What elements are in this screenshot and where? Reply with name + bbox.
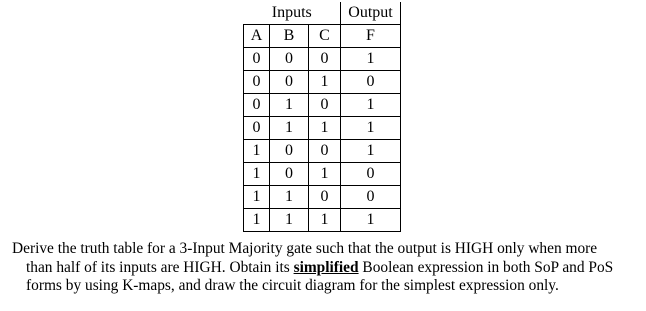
cell-a: 0: [244, 94, 270, 117]
table-row: [244, 186, 401, 209]
cell-b: 0: [270, 140, 309, 163]
cell-a: 0: [244, 48, 270, 71]
cell-c: 1: [309, 71, 341, 94]
cell-a: 1: [244, 209, 270, 232]
table-row: [244, 94, 401, 117]
cell-a: 0: [244, 71, 270, 94]
cell-f: 1: [341, 140, 401, 163]
cell-b: 1: [270, 94, 309, 117]
table-row: [244, 209, 401, 232]
cell-b: 1: [270, 186, 309, 209]
cell-a: 1: [244, 140, 270, 163]
question-text: [12, 240, 642, 296]
cell-c: 0: [309, 94, 341, 117]
question-line-2-end: Boolean expression in both SoP and PoS: [358, 258, 614, 276]
table-row: [244, 71, 401, 94]
cell-a: 1: [244, 163, 270, 186]
column-header-c: C: [309, 25, 341, 48]
cell-f: 1: [341, 209, 401, 232]
question-line-1: Derive the truth table for a 3-Input Majority gate such that the output is HIGH only when more: [12, 240, 598, 257]
question-line-2: [12, 259, 642, 278]
cell-f: 1: [341, 117, 401, 140]
cell-c: 0: [309, 140, 341, 163]
cell-f: 0: [341, 71, 401, 94]
table-row: [244, 48, 401, 71]
emphasized-word: simplified: [293, 258, 359, 276]
cell-f: 0: [341, 163, 401, 186]
table-group-header-row: [244, 2, 401, 25]
cell-c: 1: [309, 117, 341, 140]
inputs-group-header: Inputs: [244, 2, 341, 25]
cell-a: 1: [244, 186, 270, 209]
table-row: [244, 163, 401, 186]
cell-b: 0: [270, 48, 309, 71]
output-group-header: Output: [341, 2, 401, 25]
truth-table: [243, 2, 401, 232]
cell-f: 0: [341, 186, 401, 209]
cell-f: 1: [341, 94, 401, 117]
cell-b: 0: [270, 163, 309, 186]
cell-f: 1: [341, 48, 401, 71]
question-line-3: forms by using K-maps, and draw the circuit diagram for the simplest expression only.: [26, 277, 559, 294]
cell-c: 0: [309, 48, 341, 71]
cell-c: 0: [309, 186, 341, 209]
cell-c: 1: [309, 163, 341, 186]
cell-c: 1: [309, 209, 341, 232]
column-header-f: F: [341, 25, 401, 48]
table-column-header-row: [244, 25, 401, 48]
column-header-b: B: [270, 25, 309, 48]
cell-b: 1: [270, 209, 309, 232]
table-row: [244, 140, 401, 163]
question-line-2-start: than half of its inputs are HIGH. Obtain its: [26, 258, 294, 276]
table-row: [244, 117, 401, 140]
cell-b: 1: [270, 117, 309, 140]
column-header-a: A: [244, 25, 270, 48]
cell-b: 0: [270, 71, 309, 94]
cell-a: 0: [244, 117, 270, 140]
